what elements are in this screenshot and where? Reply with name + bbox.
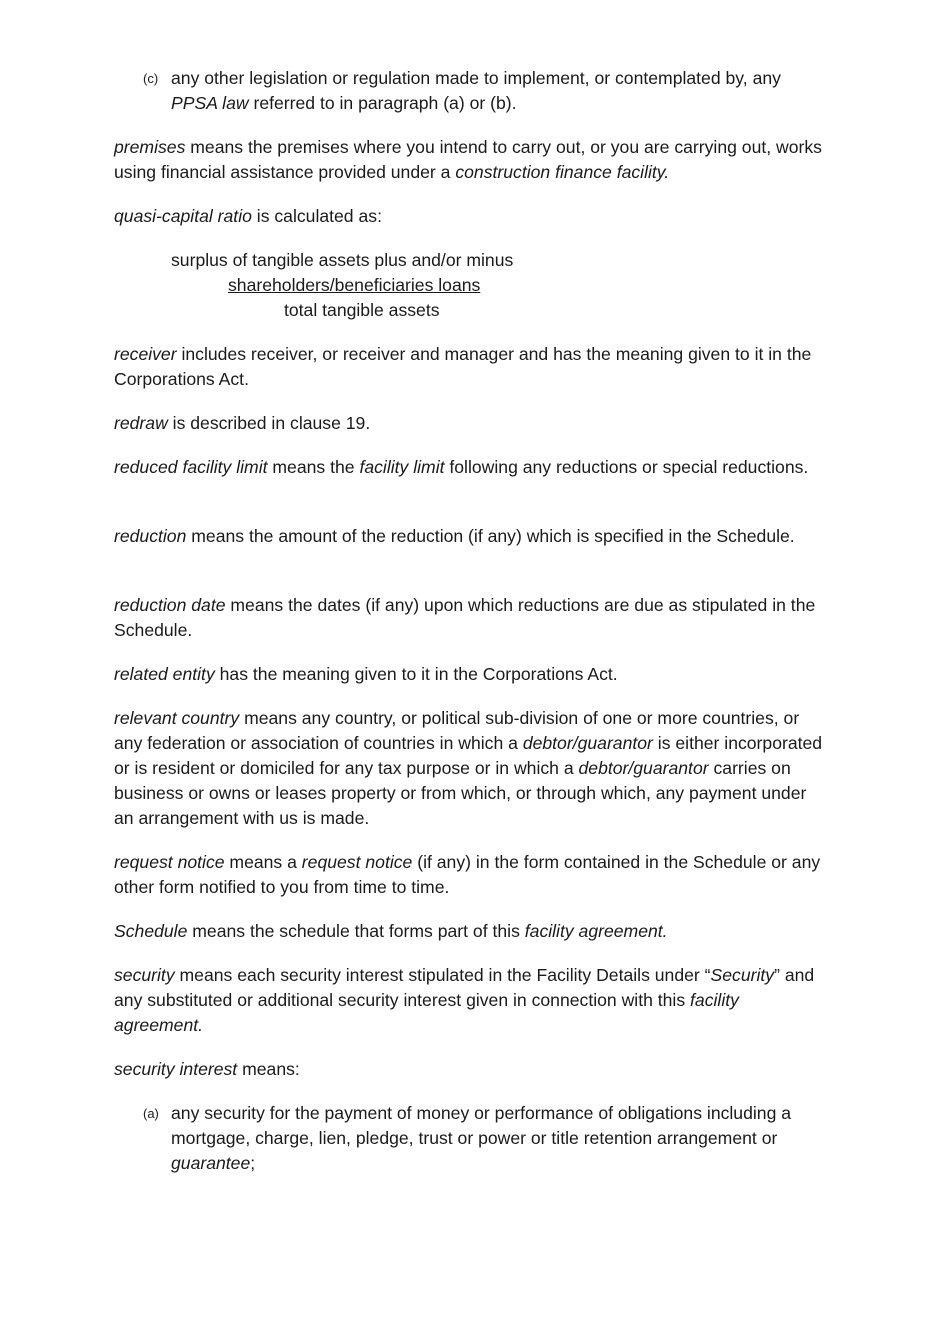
list-item-text: any other legislation or regulation made to implement, or contemplated by, any PPSA law referred to in paragraph (a) or (b). xyxy=(171,68,781,113)
defined-term: request notice xyxy=(114,852,225,872)
definition-reduced-facility-limit: reduced facility limit means the facility limit following any reductions or special reductions. xyxy=(114,457,809,477)
defined-term: premises xyxy=(114,137,186,157)
definition-quasi-capital-ratio: quasi-capital ratio is calculated as: xyxy=(114,206,382,226)
formula-line-3: total tangible assets xyxy=(284,300,440,320)
definition-reduction-date: reduction date means the dates (if any) upon which reductions are due as stipulated in the Schedule. xyxy=(114,595,816,640)
defined-term: related entity xyxy=(114,664,215,684)
formula-line-2: shareholders/beneficiaries loans xyxy=(228,275,481,295)
defined-term: security interest xyxy=(114,1059,238,1079)
list-marker: (c) xyxy=(143,71,159,86)
definition-schedule: Schedule means the schedule that forms part of this facility agreement. xyxy=(114,921,668,941)
defined-term: relevant country xyxy=(114,708,240,728)
list-item-a xyxy=(114,1101,830,1176)
definition-security-interest: security interest means: xyxy=(114,1059,300,1079)
defined-term: reduction xyxy=(114,526,187,546)
list-item-c xyxy=(114,66,830,116)
defined-term: Schedule xyxy=(114,921,188,941)
definition-receiver: receiver includes receiver, or receiver and manager and has the meaning given to it in the Corporations Act. xyxy=(114,344,812,389)
definition-relevant-country: relevant country means any country, or political sub-division of one or more countries, or any federation or association of countries in which a debtor/guarantor is either incorporated or is resident or domiciled for any tax purpose or in which a debtor/guarantor carries on business or owns or leases property or from which, or through which, any payment under an arrangement with us is made. xyxy=(114,708,823,828)
defined-term: reduction date xyxy=(114,595,226,615)
defined-term: receiver xyxy=(114,344,177,364)
list-item-text: any security for the payment of money or performance of obligations including a mortgage, charge, lien, pledge, trust or power or title retention arrangement or guarantee; xyxy=(171,1103,792,1173)
definition-redraw: redraw is described in clause 19. xyxy=(114,413,371,433)
definition-request-notice: request notice means a request notice (if any) in the form contained in the Schedule or any other form notified to you from time to time. xyxy=(114,852,821,897)
definition-premises: premises means the premises where you intend to carry out, or you are carrying out, works using financial assistance provided under a construction finance facility. xyxy=(114,137,822,182)
definition-security: security means each security interest stipulated in the Facility Details under “Security” and any substituted or additional security interest given in connection with this facility agreement. xyxy=(114,965,815,1035)
definition-reduction: reduction means the amount of the reduction (if any) which is specified in the Schedule. xyxy=(114,526,795,546)
defined-term: redraw xyxy=(114,413,168,433)
defined-term: quasi-capital ratio xyxy=(114,206,252,226)
definition-related-entity: related entity has the meaning given to it in the Corporations Act. xyxy=(114,664,618,684)
formula-line-1: surplus of tangible assets plus and/or minus xyxy=(171,250,514,270)
defined-term: security xyxy=(114,965,175,985)
list-marker: (a) xyxy=(143,1106,159,1121)
defined-term: reduced facility limit xyxy=(114,457,268,477)
